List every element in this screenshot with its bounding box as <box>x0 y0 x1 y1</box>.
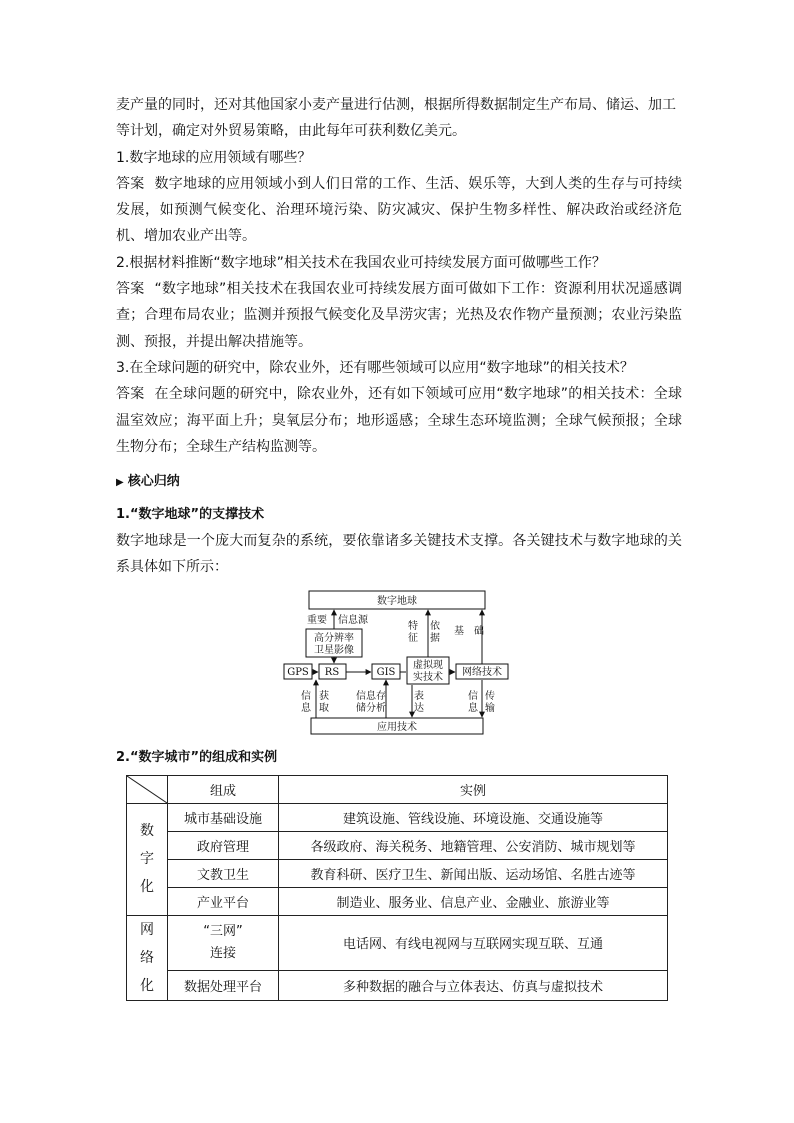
info-source-label: 信息源 <box>338 614 368 626</box>
basis-label-1: 依 <box>430 620 440 632</box>
answer-1-text: 数字地球的应用领域小到人们日常的工作、生活、娱乐等，大到人类的生存与可持续发展，如预测气候变化、治理环境污染、防灾减灾、保护生物多样性、解决政治或经济危机、增加农业产出等。 <box>116 175 683 245</box>
header-diagonal-cell <box>127 775 168 803</box>
row-composition: 城市基础设施 <box>168 803 279 831</box>
question-2: 2.根据材料推断“数字地球”相关技术在我国农业可持续发展方面可做哪些工作？ <box>116 254 606 271</box>
info2-label-1: 信 <box>468 690 478 702</box>
satellite-image-line-2: 卫星影像 <box>314 644 354 656</box>
satellite-image-line-1: 高分辨率 <box>314 632 354 644</box>
table-header-row <box>127 775 668 803</box>
intro-line-1: 麦产量的同时，还对其他国家小麦产量进行估测，根据所得数据制定生产布局、储运、加工 <box>116 97 676 113</box>
table-row <box>127 859 668 887</box>
express-label-2: 达 <box>414 702 424 714</box>
row-composition: 文教卫生 <box>168 859 279 887</box>
gps-label: GPS <box>287 666 309 678</box>
feature-label-1: 特 <box>408 620 418 632</box>
answer-2 <box>116 276 682 355</box>
row-example: 多种数据的融合与立体表达、仿真与虚拟技术 <box>279 970 668 1000</box>
row-example: 建筑设施、管线设施、环境设施、交通设施等 <box>279 803 668 831</box>
table-row <box>127 803 668 831</box>
answer-label: 答案 <box>116 386 145 403</box>
question-1: 1.数字地球的应用领域有哪些？ <box>116 149 312 166</box>
digital-earth-diagram <box>116 589 682 739</box>
digital-earth-label: 数字地球 <box>377 595 417 607</box>
gis-label: GIS <box>376 666 396 678</box>
document-page <box>116 92 682 1001</box>
table-row <box>127 887 668 915</box>
table-row <box>127 831 668 859</box>
info2-label-2: 息 <box>468 702 478 714</box>
row-composition: “三网” 连接 <box>168 915 279 970</box>
vr-line-1: 虚拟现 <box>413 659 443 671</box>
digital-city-table <box>126 775 668 1001</box>
core-summary-heading <box>116 469 682 496</box>
row-composition: 数据处理平台 <box>168 970 279 1000</box>
important-label: 重要 <box>307 614 327 626</box>
feature-label-2: 征 <box>408 632 418 644</box>
answer-label: 答案 <box>116 281 145 298</box>
info-label-2: 息 <box>301 702 311 714</box>
row-example: 电话网、有线电视网与互联网实现互联、互通 <box>279 915 668 970</box>
row-example: 各级政府、海关税务、地籍管理、公安消防、城市规划等 <box>279 831 668 859</box>
row-composition: 产业平台 <box>168 887 279 915</box>
store-label-1: 信息存 <box>356 690 386 702</box>
intro-line-2: 等计划，确定对外贸易策略，由此每年可获利数亿美元。 <box>116 123 466 140</box>
intro-paragraph <box>116 92 682 145</box>
express-label-1: 表 <box>414 690 424 702</box>
rs-label: RS <box>324 666 340 678</box>
group-networking-label: 网 络 化 <box>127 915 168 1000</box>
basis-label-2: 据 <box>430 632 440 644</box>
support-tech-paragraph: 数字地球是一个庞大而复杂的系统，要依靠诸多关键技术支撑。各关键技术与数字地球的关系具体如下所示： <box>116 533 682 576</box>
question-3: 3.在全球问题的研究中，除农业外，还有哪些领域可以应用“数字地球”的相关技术？ <box>116 359 634 376</box>
transmit-label-2: 输 <box>485 702 495 714</box>
network-label: 网络技术 <box>462 666 502 678</box>
foundation-label: 基 础 <box>454 625 484 637</box>
answer-1 <box>116 171 682 250</box>
header-example: 实例 <box>279 775 668 803</box>
store-label-2: 储分析 <box>356 702 386 714</box>
subheading-digital-city: 2.“数字城市”的组成和实例 <box>116 749 278 765</box>
answer-2-text: “数字地球”相关技术在我国农业可持续发展方面可做如下工作：资源利用状况遥感调查；合理布局农业；监测并预报气候变化及旱涝灾害；光热及农作物产量预测；农业污染监测、预报，并提出解决措施等。 <box>116 281 683 350</box>
acquire-label-2: 取 <box>319 702 329 714</box>
answer-label: 答案 <box>116 175 145 192</box>
row-example: 教育科研、医疗卫生、新闻出版、运动场馆、名胜古迹等 <box>279 859 668 887</box>
application-tech-label: 应用技术 <box>377 721 417 733</box>
subheading-support-tech: 1.“数字地球”的支撑技术 <box>116 507 265 523</box>
play-triangle-icon: ▶ <box>116 477 124 489</box>
diagram-svg <box>116 589 682 739</box>
acquire-label-1: 获 <box>319 690 329 702</box>
row-example: 制造业、服务业、信息产业、金融业、旅游业等 <box>279 887 668 915</box>
diagonal-line <box>127 776 167 803</box>
transmit-label-1: 传 <box>485 690 495 702</box>
row-composition: 政府管理 <box>168 831 279 859</box>
answer-3 <box>116 381 682 460</box>
info-label-1: 信 <box>301 690 311 702</box>
header-composition: 组成 <box>168 775 279 803</box>
core-summary-title: 核心归纳 <box>127 474 180 490</box>
answer-3-text: 在全球问题的研究中，除农业外，还有如下领域可应用“数字地球”的相关技术：全球温室效应；海平面上升；臭氧层分布；地形遥感；全球生态环境监测；全球气候预报；全球生物分布；全球生产结构监测等。 <box>116 386 683 455</box>
table-row <box>127 970 668 1000</box>
table-row <box>127 915 668 970</box>
group-digitization-label: 数 字 化 <box>127 803 168 915</box>
vr-line-2: 实技术 <box>413 671 443 683</box>
